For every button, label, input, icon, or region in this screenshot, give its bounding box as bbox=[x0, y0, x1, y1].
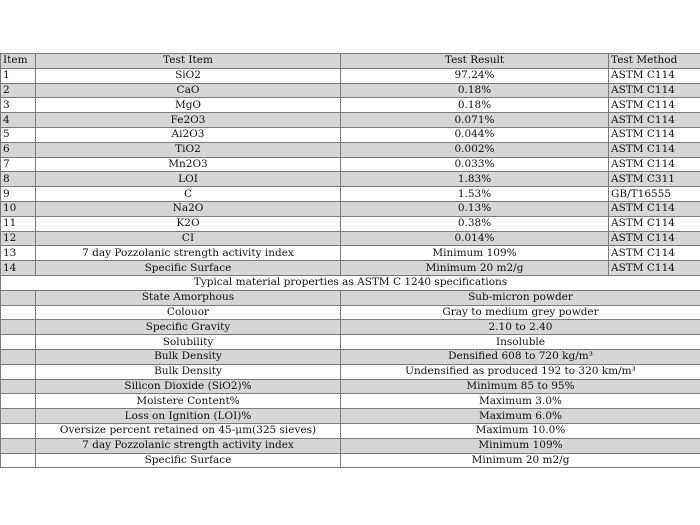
row-test-item: Fe2O3 bbox=[36, 113, 341, 128]
property-name: Loss on Ignition (LOI)% bbox=[36, 409, 341, 424]
property-name: 7 day Pozzolanic strength activity index bbox=[36, 438, 341, 453]
property-name: Silicon Dioxide (SiO2)% bbox=[36, 379, 341, 394]
row-test-item: CaO bbox=[36, 83, 341, 98]
row-test-result: 1.83% bbox=[341, 172, 609, 187]
property-blank-cell bbox=[1, 409, 36, 424]
row-test-result: 0.044% bbox=[341, 127, 609, 142]
property-value: 2.10 to 2.40 bbox=[341, 320, 700, 335]
row-item-number: 14 bbox=[1, 261, 36, 276]
table-row bbox=[1, 157, 700, 172]
property-name: Specific Gravity bbox=[36, 320, 341, 335]
property-row bbox=[1, 438, 700, 453]
row-test-method: ASTM C114 bbox=[609, 261, 700, 276]
header-row bbox=[1, 54, 700, 69]
table-row bbox=[1, 216, 700, 231]
row-test-result: 1.53% bbox=[341, 187, 609, 202]
row-item-number: 9 bbox=[1, 187, 36, 202]
property-value: Gray to medium grey powder bbox=[341, 305, 700, 320]
row-test-result: 0.18% bbox=[341, 83, 609, 98]
property-name: Colouor bbox=[36, 305, 341, 320]
property-blank-cell bbox=[1, 394, 36, 409]
property-value: Maximum 6.0% bbox=[341, 409, 700, 424]
row-test-result: 0.13% bbox=[341, 201, 609, 216]
property-blank-cell bbox=[1, 335, 36, 350]
row-test-item: Mn2O3 bbox=[36, 157, 341, 172]
row-test-method: ASTM C311 bbox=[609, 172, 700, 187]
header-test-result: Test Result bbox=[341, 54, 609, 69]
row-test-method: ASTM C114 bbox=[609, 157, 700, 172]
row-test-result: 0.002% bbox=[341, 142, 609, 157]
property-name: Bulk Density bbox=[36, 364, 341, 379]
property-value: Minimum 20 m2/g bbox=[341, 453, 700, 468]
spec-table-body bbox=[1, 54, 700, 468]
row-item-number: 5 bbox=[1, 127, 36, 142]
row-test-method: GB/T16555 bbox=[609, 187, 700, 202]
row-test-method: ASTM C114 bbox=[609, 83, 700, 98]
row-item-number: 13 bbox=[1, 246, 36, 261]
property-name: State Amorphous bbox=[36, 290, 341, 305]
row-test-item: Specific Surface bbox=[36, 261, 341, 276]
row-test-result: 97.24% bbox=[341, 68, 609, 83]
row-item-number: 10 bbox=[1, 201, 36, 216]
property-row bbox=[1, 320, 700, 335]
row-test-method: ASTM C114 bbox=[609, 216, 700, 231]
row-test-result: 0.014% bbox=[341, 231, 609, 246]
row-test-method: ASTM C114 bbox=[609, 246, 700, 261]
section-title: Typical material properties as ASTM C 1240 specifications bbox=[1, 275, 700, 290]
property-value: Maximum 10.0% bbox=[341, 423, 700, 438]
row-test-item: Ai2O3 bbox=[36, 127, 341, 142]
row-test-item: K2O bbox=[36, 216, 341, 231]
property-blank-cell bbox=[1, 423, 36, 438]
row-test-result: Minimum 20 m2/g bbox=[341, 261, 609, 276]
row-test-result: Minimum 109% bbox=[341, 246, 609, 261]
table-row bbox=[1, 261, 700, 276]
header-test-item: Test Item bbox=[36, 54, 341, 69]
table-row bbox=[1, 113, 700, 128]
row-test-method: ASTM C114 bbox=[609, 142, 700, 157]
row-item-number: 8 bbox=[1, 172, 36, 187]
row-test-item: C bbox=[36, 187, 341, 202]
row-test-method: ASTM C114 bbox=[609, 201, 700, 216]
property-value: Minimum 85 to 95% bbox=[341, 379, 700, 394]
header-item: Item bbox=[1, 54, 36, 69]
row-test-result: 0.071% bbox=[341, 113, 609, 128]
property-value: Minimum 109% bbox=[341, 438, 700, 453]
property-blank-cell bbox=[1, 453, 36, 468]
table-row bbox=[1, 98, 700, 113]
property-value: Densified 608 to 720 kg/m³ bbox=[341, 349, 700, 364]
property-row bbox=[1, 305, 700, 320]
property-name: Moistere Content% bbox=[36, 394, 341, 409]
table-row bbox=[1, 127, 700, 142]
table-row bbox=[1, 201, 700, 216]
property-value: Sub-micron powder bbox=[341, 290, 700, 305]
property-blank-cell bbox=[1, 438, 36, 453]
table-row bbox=[1, 68, 700, 83]
table-row bbox=[1, 231, 700, 246]
table-row bbox=[1, 172, 700, 187]
row-test-method: ASTM C114 bbox=[609, 127, 700, 142]
property-row bbox=[1, 394, 700, 409]
property-value: Undensified as produced 192 to 320 km/m³ bbox=[341, 364, 700, 379]
row-item-number: 4 bbox=[1, 113, 36, 128]
row-item-number: 1 bbox=[1, 68, 36, 83]
property-name: Specific Surface bbox=[36, 453, 341, 468]
property-blank-cell bbox=[1, 290, 36, 305]
row-test-result: 0.38% bbox=[341, 216, 609, 231]
property-row bbox=[1, 423, 700, 438]
row-test-method: ASTM C114 bbox=[609, 68, 700, 83]
section-title-row bbox=[1, 275, 700, 290]
property-value: Maximum 3.0% bbox=[341, 394, 700, 409]
row-item-number: 3 bbox=[1, 98, 36, 113]
property-row bbox=[1, 349, 700, 364]
row-test-item: SiO2 bbox=[36, 68, 341, 83]
row-item-number: 12 bbox=[1, 231, 36, 246]
property-blank-cell bbox=[1, 349, 36, 364]
row-item-number: 11 bbox=[1, 216, 36, 231]
row-item-number: 6 bbox=[1, 142, 36, 157]
property-row bbox=[1, 453, 700, 468]
spec-sheet bbox=[0, 53, 700, 468]
row-test-result: 0.18% bbox=[341, 98, 609, 113]
row-test-item: LOI bbox=[36, 172, 341, 187]
table-row bbox=[1, 187, 700, 202]
row-test-item: MgO bbox=[36, 98, 341, 113]
property-row bbox=[1, 364, 700, 379]
row-test-item: TiO2 bbox=[36, 142, 341, 157]
row-item-number: 7 bbox=[1, 157, 36, 172]
property-blank-cell bbox=[1, 379, 36, 394]
property-row bbox=[1, 379, 700, 394]
row-test-result: 0.033% bbox=[341, 157, 609, 172]
row-test-item: CI bbox=[36, 231, 341, 246]
property-blank-cell bbox=[1, 305, 36, 320]
property-blank-cell bbox=[1, 320, 36, 335]
property-value: Insoluble bbox=[341, 335, 700, 350]
row-test-method: ASTM C114 bbox=[609, 98, 700, 113]
row-test-item: 7 day Pozzolanic strength activity index bbox=[36, 246, 341, 261]
property-name: Oversize percent retained on 45-μm(325 sieves) bbox=[36, 423, 341, 438]
table-row bbox=[1, 246, 700, 261]
header-test-method: Test Method bbox=[609, 54, 700, 69]
table-row bbox=[1, 83, 700, 98]
property-row bbox=[1, 290, 700, 305]
row-test-method: ASTM C114 bbox=[609, 113, 700, 128]
row-test-method: ASTM C114 bbox=[609, 231, 700, 246]
spec-table bbox=[0, 53, 700, 468]
property-row bbox=[1, 335, 700, 350]
property-name: Solubility bbox=[36, 335, 341, 350]
table-row bbox=[1, 142, 700, 157]
property-blank-cell bbox=[1, 364, 36, 379]
property-row bbox=[1, 409, 700, 424]
property-name: Bulk Density bbox=[36, 349, 341, 364]
row-test-item: Na2O bbox=[36, 201, 341, 216]
row-item-number: 2 bbox=[1, 83, 36, 98]
